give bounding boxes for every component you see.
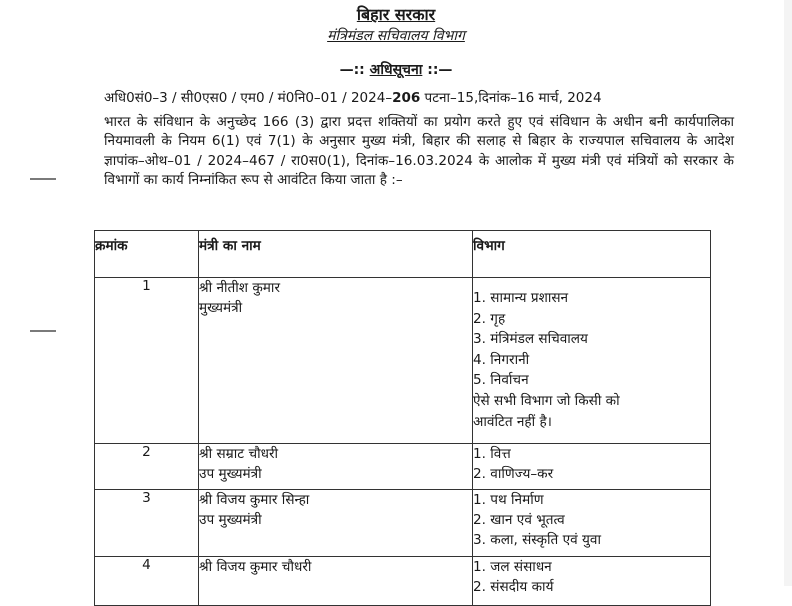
- reference-number: अधि0सं0–3 / सी0एस0 / एम0 / मं0नि0–01 / 2024–: [104, 90, 393, 106]
- minister-cell: [199, 444, 473, 490]
- body-paragraph: भारत के संविधान के अनुच्छेद 166 (3) द्वारा प्रदत्त शक्तियों का प्रयोग करते हुए एवं संविधान के अधीन बनी कार्यपालिका नियमावली के नियम 6(1) एवं 7(1) के अनुसार मुख्य मंत्री, बिहार की सलाह से बिहार के राज्यपाल सचिवालय के आदेश ज्ञापांक–ओथ–01 / 2024–467 / रा0स0(1), दिनांक–16.03.2024 के आलोक में मुख्य मंत्री एवं मंत्रियों को सरकार के विभागों का कार्य निम्नांकित रूप से आवंटित किया जाता है :–: [104, 114, 735, 189]
- minister-designation: उप मुख्यमंत्री: [199, 466, 262, 482]
- notice-prefix: —::: [339, 62, 370, 78]
- minister-name: श्री विजय कुमार सिन्हा: [199, 492, 310, 508]
- minister-cell: [199, 278, 473, 444]
- notification-title: [0, 60, 792, 79]
- header-minister: मंत्री का नाम: [199, 231, 473, 278]
- punch-mark: [30, 178, 56, 180]
- reference-place-date: पटना–15,दिनांक–16 मार्च, 2024: [420, 90, 602, 106]
- department-name: मंत्रिमंडल सचिवालय विभाग: [327, 28, 465, 44]
- department-item: 2. वाणिज्य–कर: [473, 466, 554, 482]
- allocation-table: [94, 230, 711, 606]
- government-name: बिहार सरकार: [356, 5, 436, 24]
- serial-cell: 2: [95, 444, 199, 490]
- page-edge-shadow: [784, 0, 792, 586]
- department-item: 2. गृह: [473, 310, 506, 327]
- department-item: 3. मंत्रिमंडल सचिवालय: [473, 331, 588, 348]
- reference-line: [104, 88, 694, 106]
- serial-cell: 3: [95, 490, 199, 557]
- header-department: विभाग: [473, 231, 711, 278]
- table-header-row: [95, 231, 711, 278]
- department-cell: [473, 490, 711, 557]
- minister-name: श्री विजय कुमार चौधरी: [199, 559, 312, 575]
- table-row: [95, 278, 711, 444]
- department-item: 2. खान एवं भूतत्व: [473, 512, 565, 528]
- department-heading: [0, 26, 792, 45]
- department-item: 5. निर्वाचन: [473, 372, 529, 389]
- serial-cell: 1: [95, 278, 199, 444]
- table-row: [95, 557, 711, 606]
- punch-mark: [30, 330, 56, 332]
- department-cell: [473, 278, 711, 444]
- table-row: [95, 444, 711, 490]
- department-note: ऐसे सभी विभाग जो किसी को आवंटित नहीं है।: [473, 392, 620, 430]
- notice-suffix: ::—: [422, 62, 453, 78]
- minister-name: श्री नीतीश कुमार: [199, 280, 281, 296]
- minister-name: श्री सम्राट चौधरी: [199, 446, 279, 462]
- department-item: 1. वित्त: [473, 446, 511, 462]
- minister-designation: मुख्यमंत्री: [199, 300, 243, 316]
- table-row: [95, 490, 711, 557]
- minister-cell: [199, 557, 473, 606]
- header-serial: क्रमांक: [95, 231, 199, 278]
- department-cell: [473, 557, 711, 606]
- serial-cell: 4: [95, 557, 199, 606]
- department-item: 1. सामान्य प्रशासन: [473, 290, 569, 306]
- minister-cell: [199, 490, 473, 557]
- department-item: 4. निगरानी: [473, 351, 530, 368]
- department-item: 1. जल संसाधन: [473, 559, 552, 575]
- government-heading: [0, 3, 792, 25]
- department-item: 3. कला, संस्कृति एवं युवा: [473, 532, 601, 548]
- minister-designation: उप मुख्यमंत्री: [199, 512, 262, 528]
- reference-number-bold: 206: [392, 90, 421, 106]
- department-item: 2. संसदीय कार्य: [473, 579, 554, 595]
- department-cell: [473, 444, 711, 490]
- department-item: 1. पथ निर्माण: [473, 492, 544, 508]
- notice-title-text: अधिसूचना: [369, 62, 423, 78]
